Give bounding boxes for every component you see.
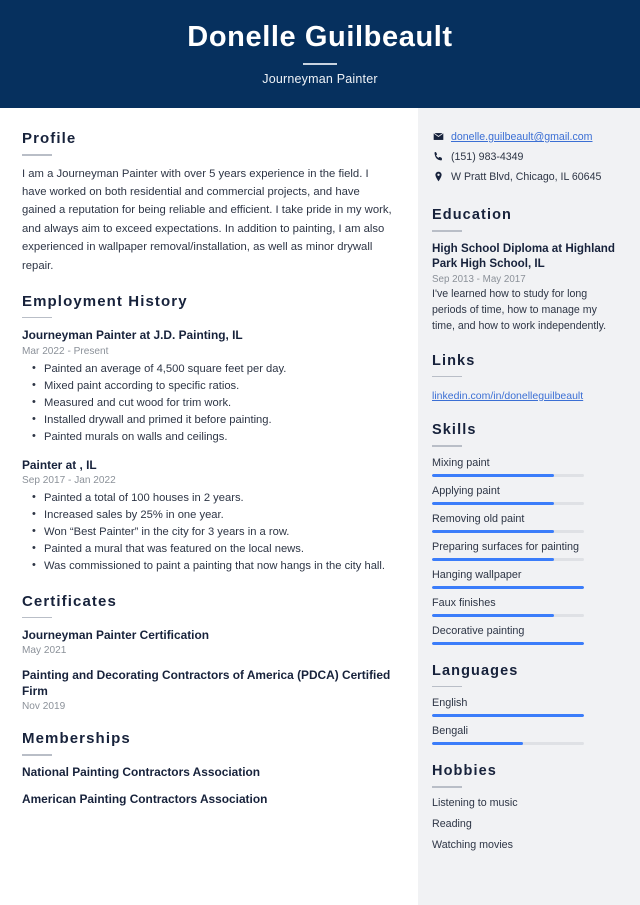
skill-meter-fill (432, 530, 554, 533)
contact-address-row (432, 170, 620, 185)
language-meter (432, 742, 584, 745)
profile-text: I am a Journeyman Painter with over 5 years experience in the field. I have worked on both residential and commercial projects, and have gained a reputation for being reliable and efficient. I take pride in my work, and always aim to exceed expectations. In addition to painting, I am also experienced in wallpaper removal/installation, as well as minor drywall repair. (22, 167, 392, 272)
languages-heading: Languages (432, 662, 519, 679)
hobby-item: Reading (432, 817, 472, 830)
hobbies-heading: Hobbies (432, 763, 497, 780)
skill-row (432, 456, 620, 477)
skill-meter (432, 558, 584, 561)
list-item: • Painted a total of 100 houses in 2 years. (22, 490, 394, 507)
resume-body (0, 108, 640, 905)
section-hobbies (432, 763, 620, 852)
list-item: • Painted an average of 4,500 square feet per day. (22, 361, 394, 378)
contact-address: W Pratt Blvd, Chicago, IL 60645 (451, 171, 602, 184)
skill-meter-fill (432, 558, 554, 561)
skills-heading: Skills (432, 422, 477, 439)
section-profile (22, 130, 394, 275)
skill-row (432, 484, 620, 505)
membership-item: National Painting Contractors Association (22, 764, 261, 779)
contact-phone: (151) 983-4349 (451, 151, 524, 164)
heading-rule (432, 786, 462, 788)
candidate-name: Donelle Guilbeault (187, 21, 453, 54)
location-pin-icon (432, 170, 444, 182)
sidebar-column (418, 108, 640, 905)
contact-list (432, 130, 620, 185)
education-heading: Education (432, 207, 512, 224)
candidate-job-title: Journeyman Painter (262, 71, 378, 86)
skill-meter (432, 586, 584, 589)
skill-row (432, 596, 620, 617)
certificate-date: Nov 2019 (22, 701, 66, 713)
section-employment-history (22, 293, 394, 575)
employment-entry (22, 327, 394, 445)
education-date: Sep 2013 - May 2017 (432, 273, 526, 285)
education-title: High School Diploma at Highland Park High School, IL (432, 241, 615, 271)
contact-phone-row (432, 150, 620, 165)
employment-date: Mar 2022 - Present (22, 345, 109, 357)
skill-meter (432, 530, 584, 533)
memberships-heading: Memberships (22, 730, 131, 748)
language-meter (432, 714, 584, 717)
contact-email[interactable]: donelle.guilbeault@gmail.com (451, 131, 593, 143)
education-description: I've learned how to study for long periods of time, how to manage my time, and how to work independently. (432, 287, 607, 332)
heading-rule (432, 445, 462, 447)
contact-email-row (432, 130, 620, 145)
list-item: • Measured and cut wood for trim work. (22, 395, 394, 412)
certificate-date: May 2021 (22, 645, 67, 657)
envelope-icon (432, 130, 444, 142)
section-languages (432, 663, 620, 746)
education-entry (432, 241, 620, 335)
hobby-item: Watching movies (432, 838, 513, 851)
certificate-title: Painting and Decorating Contractors of America (PDCA) Certified Firm (22, 668, 391, 699)
skill-meter (432, 474, 584, 477)
skill-row (432, 568, 620, 589)
skill-label: Hanging wallpaper (432, 568, 522, 581)
list-item: • Mixed paint according to specific ratios. (22, 378, 394, 395)
skill-meter (432, 614, 584, 617)
skill-meter-fill (432, 614, 554, 617)
heading-rule (22, 617, 52, 619)
list-item: • Increased sales by 25% in one year. (22, 507, 394, 524)
heading-rule (432, 376, 462, 378)
language-row (432, 724, 620, 745)
skill-label: Mixing paint (432, 456, 490, 469)
heading-rule (22, 754, 52, 756)
list-item: • Won “Best Painter” in the city for 3 years in a row. (22, 524, 394, 541)
section-skills (432, 422, 620, 645)
skill-label: Faux finishes (432, 596, 496, 609)
skill-label: Preparing surfaces for painting (432, 540, 580, 553)
certificate-entry (22, 667, 394, 712)
membership-item: American Painting Contractors Association (22, 791, 268, 806)
language-row (432, 696, 620, 717)
certificate-title: Journeyman Painter Certification (22, 628, 209, 643)
employment-entry (22, 457, 394, 575)
linkedin-link[interactable]: linkedin.com/in/donelleguilbeault (432, 390, 584, 403)
skill-label: Removing old paint (432, 512, 525, 525)
header-divider (303, 63, 337, 65)
skill-label: Decorative painting (432, 624, 525, 637)
language-label: English (432, 697, 468, 710)
list-item: • Was commissioned to paint a painting that now hangs in the city hall. (22, 558, 394, 575)
heading-rule (432, 686, 462, 688)
language-meter-fill (432, 714, 584, 717)
language-meter-fill (432, 742, 523, 745)
resume-header (0, 0, 640, 108)
skill-row (432, 540, 620, 561)
main-column (0, 108, 418, 905)
list-item: • Painted murals on walls and ceilings. (22, 429, 394, 446)
certificates-heading: Certificates (22, 592, 117, 610)
skill-meter-fill (432, 502, 554, 505)
links-heading: Links (432, 352, 476, 369)
heading-rule (432, 230, 462, 232)
employment-heading: Employment History (22, 292, 188, 310)
skill-meter-fill (432, 586, 584, 589)
skill-row (432, 512, 620, 533)
skill-meter (432, 642, 584, 645)
section-links (432, 353, 620, 405)
list-item: • Painted a mural that was featured on the local news. (22, 541, 394, 558)
skill-meter-fill (432, 474, 554, 477)
employment-title: Journeyman Painter at J.D. Painting, IL (22, 328, 243, 343)
employment-date: Sep 2017 - Jan 2022 (22, 474, 116, 486)
heading-rule (22, 317, 52, 319)
skill-label: Applying paint (432, 484, 500, 497)
language-label: Bengali (432, 725, 469, 738)
list-item: • Installed drywall and primed it before painting. (22, 412, 394, 429)
section-memberships (22, 730, 394, 806)
hobby-item: Listening to music (432, 796, 518, 809)
employment-bullets (22, 361, 394, 446)
section-certificates (22, 593, 394, 713)
skill-meter (432, 502, 584, 505)
certificate-entry (22, 627, 394, 656)
phone-icon (432, 150, 444, 162)
profile-heading: Profile (22, 130, 77, 147)
employment-bullets (22, 490, 394, 575)
employment-title: Painter at , IL (22, 457, 97, 472)
heading-rule (22, 154, 52, 156)
section-education (432, 207, 620, 334)
skill-meter-fill (432, 642, 584, 645)
skill-row (432, 624, 620, 645)
